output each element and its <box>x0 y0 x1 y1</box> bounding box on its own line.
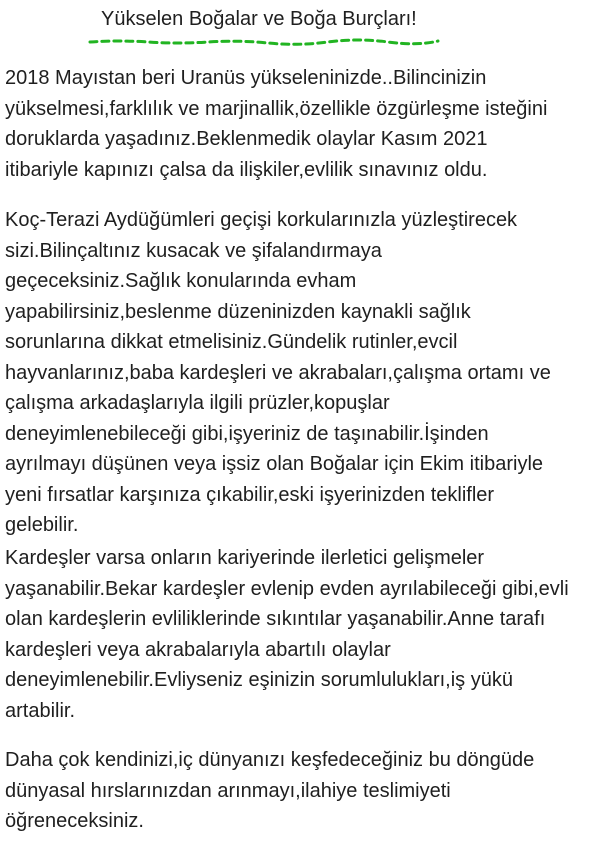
title-underline <box>88 38 440 46</box>
paragraph-3: Kardeşler varsa onların kariyerinde ilerletici gelişmeler yaşanabilir.Bekar kardeşler evlenip evden ayrılabileceği gibi,evli olan kardeşlerin evliliklerinde sıkıntılar yaşanabilir.Anne tarafı kardeşleri veya akrabalarıyla abartılı olaylar deneyimlenebilir.Evliyseniz eşinizin sorumlulukları,iş yükü artabilir. <box>5 547 569 722</box>
page-title: Yükselen Boğalar ve Boğa Burçları! <box>101 8 417 30</box>
paragraph-2: Koç-Terazi Aydüğümleri geçişi korkularınızla yüzleştirecek sizi.Bilinçaltınız kusacak ve şifalandırmaya geçeceksiniz.Sağlık konularında evham yapabilirsiniz,beslenme düzeninizden kaynakli sağlık sorunlarına dikkat etmelisiniz.Gündelik rutinler,evcil hayvanlarınız,baba kardeşleri ve akrabaları,çalışma ortamı ve çalışma arkadaşlarıyla ilgili prüzler,kopuşlar deneyimlenebileceği gibi,işyeriniz de taşınabilir.İşinden ayrılmayı düşünen veya işsiz olan Boğalar için Ekim itibariyle yeni fırsatlar karşınıza çıkabilir,eski işyerinizden teklifler gelebilir. <box>5 209 551 536</box>
paragraph-4: Daha çok kendinizi,iç dünyanızı keşfedeceğiniz bu döngüde dünyasal hırslarınızdan arınmayı,ilahiye teslimiyeti öğreneceksiniz. <box>5 749 535 832</box>
title-area <box>0 0 605 60</box>
paragraph-1: 2018 Mayıstan beri Uranüs yükseleninizde..Bilincinizin yükselmesi,farklılık ve marjinallik,özellikle özgürleşme isteğini doruklarda yaşadınız.Beklenmedik olaylar Kasım 2021 itibariyle kapınızı çalsa da ilişkiler,evlilik sınavınız oldu. <box>5 67 548 181</box>
